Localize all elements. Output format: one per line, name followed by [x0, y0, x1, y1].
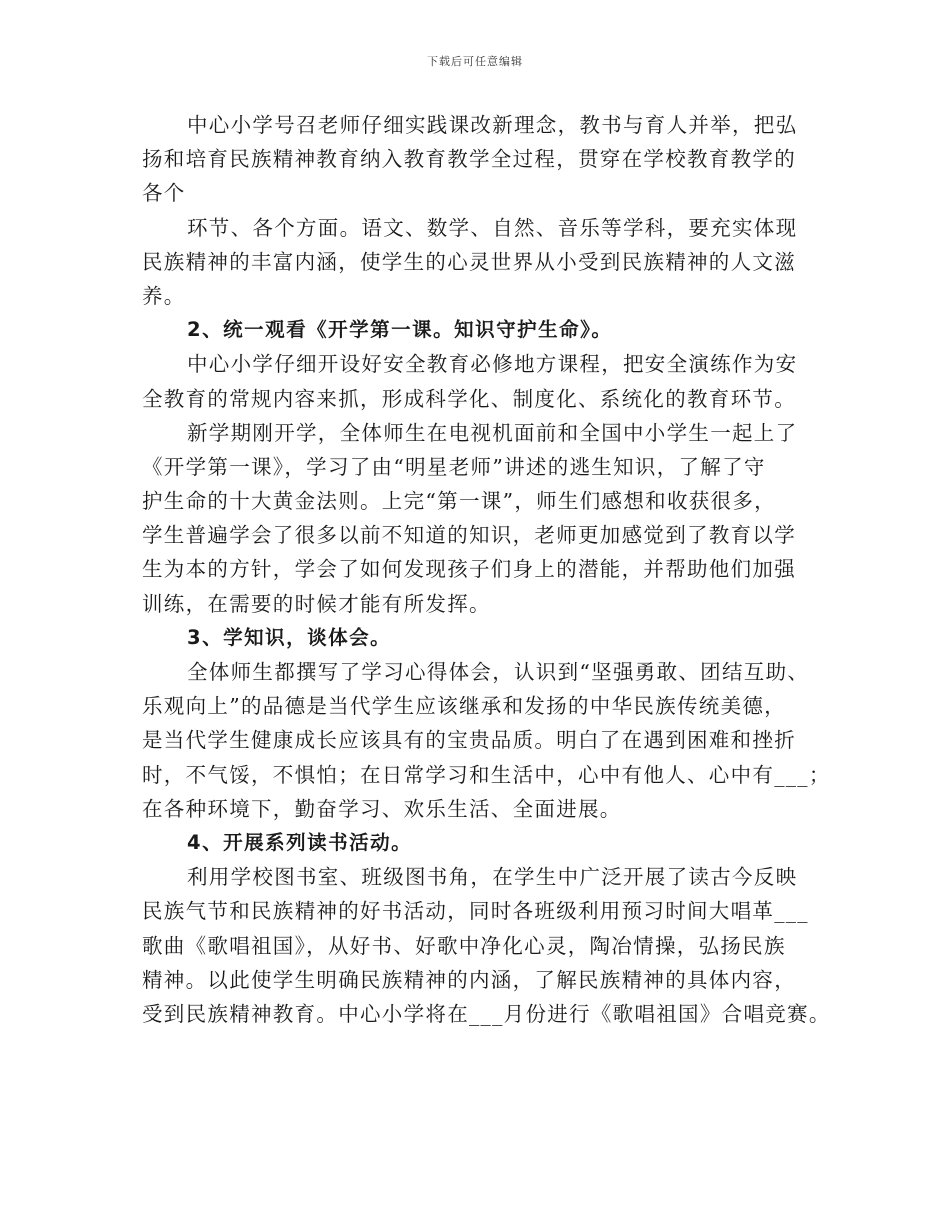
section-heading: 2、统一观看《开学第一课。知识守护生命》。 [187, 318, 613, 342]
text-line: 民族气节和民族精神的好书活动，同时各班级利用预习时间大唱革___ [142, 899, 809, 924]
text-line: 全体师生都撰写了学习心得体会，认识到“坚强勇敢、团结互助、 [187, 660, 810, 684]
section-heading: 4、开展系列读书活动。 [187, 830, 413, 854]
text-line: 利用学校图书室、班级图书角，在学生中广泛开展了读古今反映 [187, 865, 798, 890]
text-line: 歌曲《歌唱祖国》，从好书、好歌中净化心灵，陶冶情操，弘扬民族 [142, 933, 786, 958]
text-line: 各个 [142, 181, 186, 206]
text-line: 乐观向上”的品德是当代学生应该继承和发扬的中华民族传统美德， [142, 694, 786, 719]
text-line: 是当代学生健康成长应该具有的宝贵品质。明白了在遇到困难和挫折 [142, 728, 796, 753]
section-heading: 3、学知识，谈体会。 [187, 625, 392, 649]
text-line: 生为本的方针，学会了如何发现孩子们身上的潜能，并帮助他们加强 [142, 557, 796, 582]
page-header: 下载后可任意编辑 [427, 55, 523, 68]
text-line: 环节、各个方面。语文、数学、自然、音乐等学科，要充实体现 [187, 215, 798, 240]
text-line: 学生普遍学会了很多以前不知道的知识，老师更加感觉到了教育以学 [142, 523, 796, 548]
text-line: 训练，在需要的时候才能有所发挥。 [142, 591, 491, 616]
text-line: 《开学第一课》，学习了由“明星老师”讲述的逃生知识，了解了守 [142, 454, 766, 479]
text-line: 养。 [142, 283, 186, 308]
text-line: 新学期刚开学，全体师生在电视机面前和全国中小学生一起上了 [187, 420, 798, 445]
text-line: 受到民族精神教育。中心小学将在___月份进行《歌唱祖国》合唱竞赛。 [142, 1001, 831, 1026]
text-line: 中心小学仔细开设好安全教育必修地方课程，把安全演练作为安 [187, 352, 798, 377]
text-line: 中心小学号召老师仔细实践课改新理念，教书与育人并举，把弘 [187, 113, 798, 137]
text-line: 时，不气馁，不惧怕；在日常学习和生活中，心中有他人、心中有___； [142, 762, 831, 787]
document-body [142, 108, 832, 1031]
text-line: 全教育的常规内容来抓，形成科学化、制度化、系统化的教育环节。 [142, 386, 796, 411]
text-line: 护生命的十大黄金法则。上完“第一课”，师生们感想和收获很多， [142, 489, 776, 514]
text-line: 精神。以此使学生明确民族精神的内涵，了解民族精神的具体内容， [142, 967, 796, 992]
text-line: 扬和培育民族精神教育纳入教育教学全过程，贯穿在学校教育教学的 [142, 147, 796, 172]
text-line: 在各种环境下，勤奋学习、欢乐生活、全面进展。 [142, 796, 622, 821]
text-line: 民族精神的丰富内涵，使学生的心灵世界从小受到民族精神的人文滋 [142, 249, 796, 274]
